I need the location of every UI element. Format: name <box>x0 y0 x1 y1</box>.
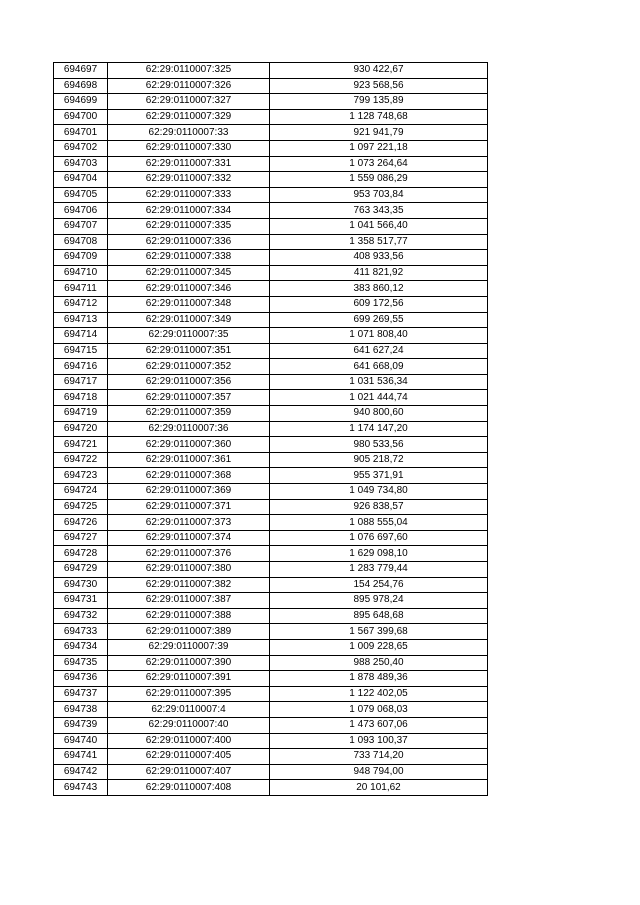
value-cell: 980 533,56 <box>270 437 488 453</box>
row-number-cell: 694708 <box>54 234 108 250</box>
row-number-cell: 694727 <box>54 530 108 546</box>
value-cell: 763 343,35 <box>270 203 488 219</box>
cadastral-number-cell: 62:29:0110007:35 <box>108 328 270 344</box>
cadastral-number-cell: 62:29:0110007:395 <box>108 686 270 702</box>
row-number-cell: 694705 <box>54 187 108 203</box>
cadastral-number-cell: 62:29:0110007:345 <box>108 265 270 281</box>
row-number-cell: 694702 <box>54 140 108 156</box>
value-cell: 1 088 555,04 <box>270 515 488 531</box>
value-cell: 609 172,56 <box>270 296 488 312</box>
value-cell: 1 629 098,10 <box>270 546 488 562</box>
value-cell: 1 559 086,29 <box>270 172 488 188</box>
cadastral-number-cell: 62:29:0110007:388 <box>108 608 270 624</box>
value-cell: 895 648,68 <box>270 608 488 624</box>
table-row <box>54 63 488 79</box>
row-number-cell: 694719 <box>54 406 108 422</box>
row-number-cell: 694731 <box>54 593 108 609</box>
cadastral-number-cell: 62:29:0110007:332 <box>108 172 270 188</box>
table-row <box>54 421 488 437</box>
cadastral-number-cell: 62:29:0110007:387 <box>108 593 270 609</box>
table-row <box>54 499 488 515</box>
row-number-cell: 694706 <box>54 203 108 219</box>
cadastral-number-cell: 62:29:0110007:334 <box>108 203 270 219</box>
value-cell: 1 079 068,03 <box>270 702 488 718</box>
row-number-cell: 694716 <box>54 359 108 375</box>
row-number-cell: 694698 <box>54 78 108 94</box>
cadastral-number-cell: 62:29:0110007:400 <box>108 733 270 749</box>
cadastral-number-cell: 62:29:0110007:356 <box>108 374 270 390</box>
value-cell: 699 269,55 <box>270 312 488 328</box>
row-number-cell: 694734 <box>54 639 108 655</box>
table-row <box>54 374 488 390</box>
cadastral-number-cell: 62:29:0110007:330 <box>108 140 270 156</box>
table-row <box>54 780 488 796</box>
cadastral-number-cell: 62:29:0110007:351 <box>108 343 270 359</box>
table-row <box>54 702 488 718</box>
row-number-cell: 694729 <box>54 562 108 578</box>
cadastral-number-cell: 62:29:0110007:329 <box>108 109 270 125</box>
row-number-cell: 694707 <box>54 218 108 234</box>
value-cell: 154 254,76 <box>270 577 488 593</box>
row-number-cell: 694722 <box>54 452 108 468</box>
table-row <box>54 359 488 375</box>
table-body <box>54 63 488 796</box>
cadastral-number-cell: 62:29:0110007:349 <box>108 312 270 328</box>
row-number-cell: 694717 <box>54 374 108 390</box>
row-number-cell: 694736 <box>54 671 108 687</box>
table-row <box>54 78 488 94</box>
table-row <box>54 717 488 733</box>
table-row <box>54 94 488 110</box>
cadastral-number-cell: 62:29:0110007:348 <box>108 296 270 312</box>
table-row <box>54 639 488 655</box>
row-number-cell: 694715 <box>54 343 108 359</box>
row-number-cell: 694700 <box>54 109 108 125</box>
cadastral-number-cell: 62:29:0110007:391 <box>108 671 270 687</box>
value-cell: 799 135,89 <box>270 94 488 110</box>
value-cell: 905 218,72 <box>270 452 488 468</box>
row-number-cell: 694711 <box>54 281 108 297</box>
value-cell: 1 049 734,80 <box>270 484 488 500</box>
table-row <box>54 187 488 203</box>
table-row <box>54 109 488 125</box>
cadastral-number-cell: 62:29:0110007:368 <box>108 468 270 484</box>
table-row <box>54 686 488 702</box>
cadastral-number-cell: 62:29:0110007:373 <box>108 515 270 531</box>
cadastral-number-cell: 62:29:0110007:346 <box>108 281 270 297</box>
table-row <box>54 140 488 156</box>
cadastral-number-cell: 62:29:0110007:360 <box>108 437 270 453</box>
cadastral-number-cell: 62:29:0110007:361 <box>108 452 270 468</box>
row-number-cell: 694739 <box>54 717 108 733</box>
table-row <box>54 515 488 531</box>
table-row <box>54 125 488 141</box>
row-number-cell: 694740 <box>54 733 108 749</box>
row-number-cell: 694725 <box>54 499 108 515</box>
cadastral-number-cell: 62:29:0110007:352 <box>108 359 270 375</box>
row-number-cell: 694701 <box>54 125 108 141</box>
cadastral-number-cell: 62:29:0110007:371 <box>108 499 270 515</box>
table-row <box>54 265 488 281</box>
cadastral-number-cell: 62:29:0110007:405 <box>108 749 270 765</box>
row-number-cell: 694742 <box>54 764 108 780</box>
cadastral-number-cell: 62:29:0110007:39 <box>108 639 270 655</box>
cadastral-number-cell: 62:29:0110007:407 <box>108 764 270 780</box>
table-row <box>54 203 488 219</box>
table-row <box>54 546 488 562</box>
cadastral-number-cell: 62:29:0110007:390 <box>108 655 270 671</box>
value-cell: 1 009 228,65 <box>270 639 488 655</box>
cadastral-number-cell: 62:29:0110007:325 <box>108 63 270 79</box>
value-cell: 955 371,91 <box>270 468 488 484</box>
row-number-cell: 694703 <box>54 156 108 172</box>
value-cell: 1 071 808,40 <box>270 328 488 344</box>
table-row <box>54 172 488 188</box>
row-number-cell: 694704 <box>54 172 108 188</box>
value-cell: 948 794,00 <box>270 764 488 780</box>
value-cell: 411 821,92 <box>270 265 488 281</box>
value-cell: 895 978,24 <box>270 593 488 609</box>
row-number-cell: 694697 <box>54 63 108 79</box>
value-cell: 1 093 100,37 <box>270 733 488 749</box>
cadastral-number-cell: 62:29:0110007:338 <box>108 250 270 266</box>
row-number-cell: 694743 <box>54 780 108 796</box>
value-cell: 1 122 402,05 <box>270 686 488 702</box>
row-number-cell: 694737 <box>54 686 108 702</box>
cadastral-number-cell: 62:29:0110007:40 <box>108 717 270 733</box>
row-number-cell: 694713 <box>54 312 108 328</box>
table-row <box>54 406 488 422</box>
cadastral-number-cell: 62:29:0110007:327 <box>108 94 270 110</box>
value-cell: 1 878 489,36 <box>270 671 488 687</box>
value-cell: 1 041 566,40 <box>270 218 488 234</box>
value-cell: 926 838,57 <box>270 499 488 515</box>
table-row <box>54 749 488 765</box>
value-cell: 988 250,40 <box>270 655 488 671</box>
cadastral-number-cell: 62:29:0110007:389 <box>108 624 270 640</box>
table-row <box>54 733 488 749</box>
row-number-cell: 694726 <box>54 515 108 531</box>
table-row <box>54 484 488 500</box>
row-number-cell: 694709 <box>54 250 108 266</box>
table-row <box>54 452 488 468</box>
row-number-cell: 694721 <box>54 437 108 453</box>
table-row <box>54 468 488 484</box>
table-row <box>54 234 488 250</box>
row-number-cell: 694720 <box>54 421 108 437</box>
cadastral-number-cell: 62:29:0110007:4 <box>108 702 270 718</box>
row-number-cell: 694718 <box>54 390 108 406</box>
row-number-cell: 694732 <box>54 608 108 624</box>
cadastral-number-cell: 62:29:0110007:357 <box>108 390 270 406</box>
value-cell: 408 933,56 <box>270 250 488 266</box>
value-cell: 1 128 748,68 <box>270 109 488 125</box>
value-cell: 923 568,56 <box>270 78 488 94</box>
value-cell: 383 860,12 <box>270 281 488 297</box>
value-cell: 641 627,24 <box>270 343 488 359</box>
value-cell: 1 021 444,74 <box>270 390 488 406</box>
table-row <box>54 390 488 406</box>
value-cell: 20 101,62 <box>270 780 488 796</box>
row-number-cell: 694733 <box>54 624 108 640</box>
cadastral-number-cell: 62:29:0110007:376 <box>108 546 270 562</box>
value-cell: 1 358 517,77 <box>270 234 488 250</box>
row-number-cell: 694714 <box>54 328 108 344</box>
cadastral-value-table <box>53 62 488 796</box>
value-cell: 1 473 607,06 <box>270 717 488 733</box>
row-number-cell: 694735 <box>54 655 108 671</box>
value-cell: 1 031 536,34 <box>270 374 488 390</box>
cadastral-number-cell: 62:29:0110007:374 <box>108 530 270 546</box>
table-row <box>54 250 488 266</box>
table-row <box>54 281 488 297</box>
table-row <box>54 655 488 671</box>
row-number-cell: 694741 <box>54 749 108 765</box>
value-cell: 1 073 264,64 <box>270 156 488 172</box>
table-row <box>54 530 488 546</box>
table-row <box>54 624 488 640</box>
row-number-cell: 694728 <box>54 546 108 562</box>
value-cell: 641 668,09 <box>270 359 488 375</box>
table-row <box>54 562 488 578</box>
cadastral-number-cell: 62:29:0110007:408 <box>108 780 270 796</box>
value-cell: 1 283 779,44 <box>270 562 488 578</box>
value-cell: 953 703,84 <box>270 187 488 203</box>
value-cell: 733 714,20 <box>270 749 488 765</box>
cadastral-number-cell: 62:29:0110007:331 <box>108 156 270 172</box>
table-row <box>54 343 488 359</box>
table-row <box>54 671 488 687</box>
value-cell: 1 097 221,18 <box>270 140 488 156</box>
table-row <box>54 437 488 453</box>
cadastral-number-cell: 62:29:0110007:333 <box>108 187 270 203</box>
cadastral-number-cell: 62:29:0110007:336 <box>108 234 270 250</box>
value-cell: 930 422,67 <box>270 63 488 79</box>
table-row <box>54 608 488 624</box>
table-row <box>54 593 488 609</box>
row-number-cell: 694724 <box>54 484 108 500</box>
value-cell: 921 941,79 <box>270 125 488 141</box>
cadastral-number-cell: 62:29:0110007:36 <box>108 421 270 437</box>
row-number-cell: 694723 <box>54 468 108 484</box>
cadastral-number-cell: 62:29:0110007:382 <box>108 577 270 593</box>
cadastral-number-cell: 62:29:0110007:380 <box>108 562 270 578</box>
table-row <box>54 764 488 780</box>
row-number-cell: 694710 <box>54 265 108 281</box>
cadastral-number-cell: 62:29:0110007:326 <box>108 78 270 94</box>
cadastral-number-cell: 62:29:0110007:359 <box>108 406 270 422</box>
table-row <box>54 218 488 234</box>
cadastral-number-cell: 62:29:0110007:335 <box>108 218 270 234</box>
table-row <box>54 312 488 328</box>
value-cell: 1 076 697,60 <box>270 530 488 546</box>
value-cell: 1 567 399,68 <box>270 624 488 640</box>
table-row <box>54 577 488 593</box>
row-number-cell: 694738 <box>54 702 108 718</box>
row-number-cell: 694699 <box>54 94 108 110</box>
table-row <box>54 328 488 344</box>
value-cell: 940 800,60 <box>270 406 488 422</box>
table-row <box>54 156 488 172</box>
row-number-cell: 694730 <box>54 577 108 593</box>
value-cell: 1 174 147,20 <box>270 421 488 437</box>
cadastral-number-cell: 62:29:0110007:33 <box>108 125 270 141</box>
row-number-cell: 694712 <box>54 296 108 312</box>
table-row <box>54 296 488 312</box>
cadastral-number-cell: 62:29:0110007:369 <box>108 484 270 500</box>
